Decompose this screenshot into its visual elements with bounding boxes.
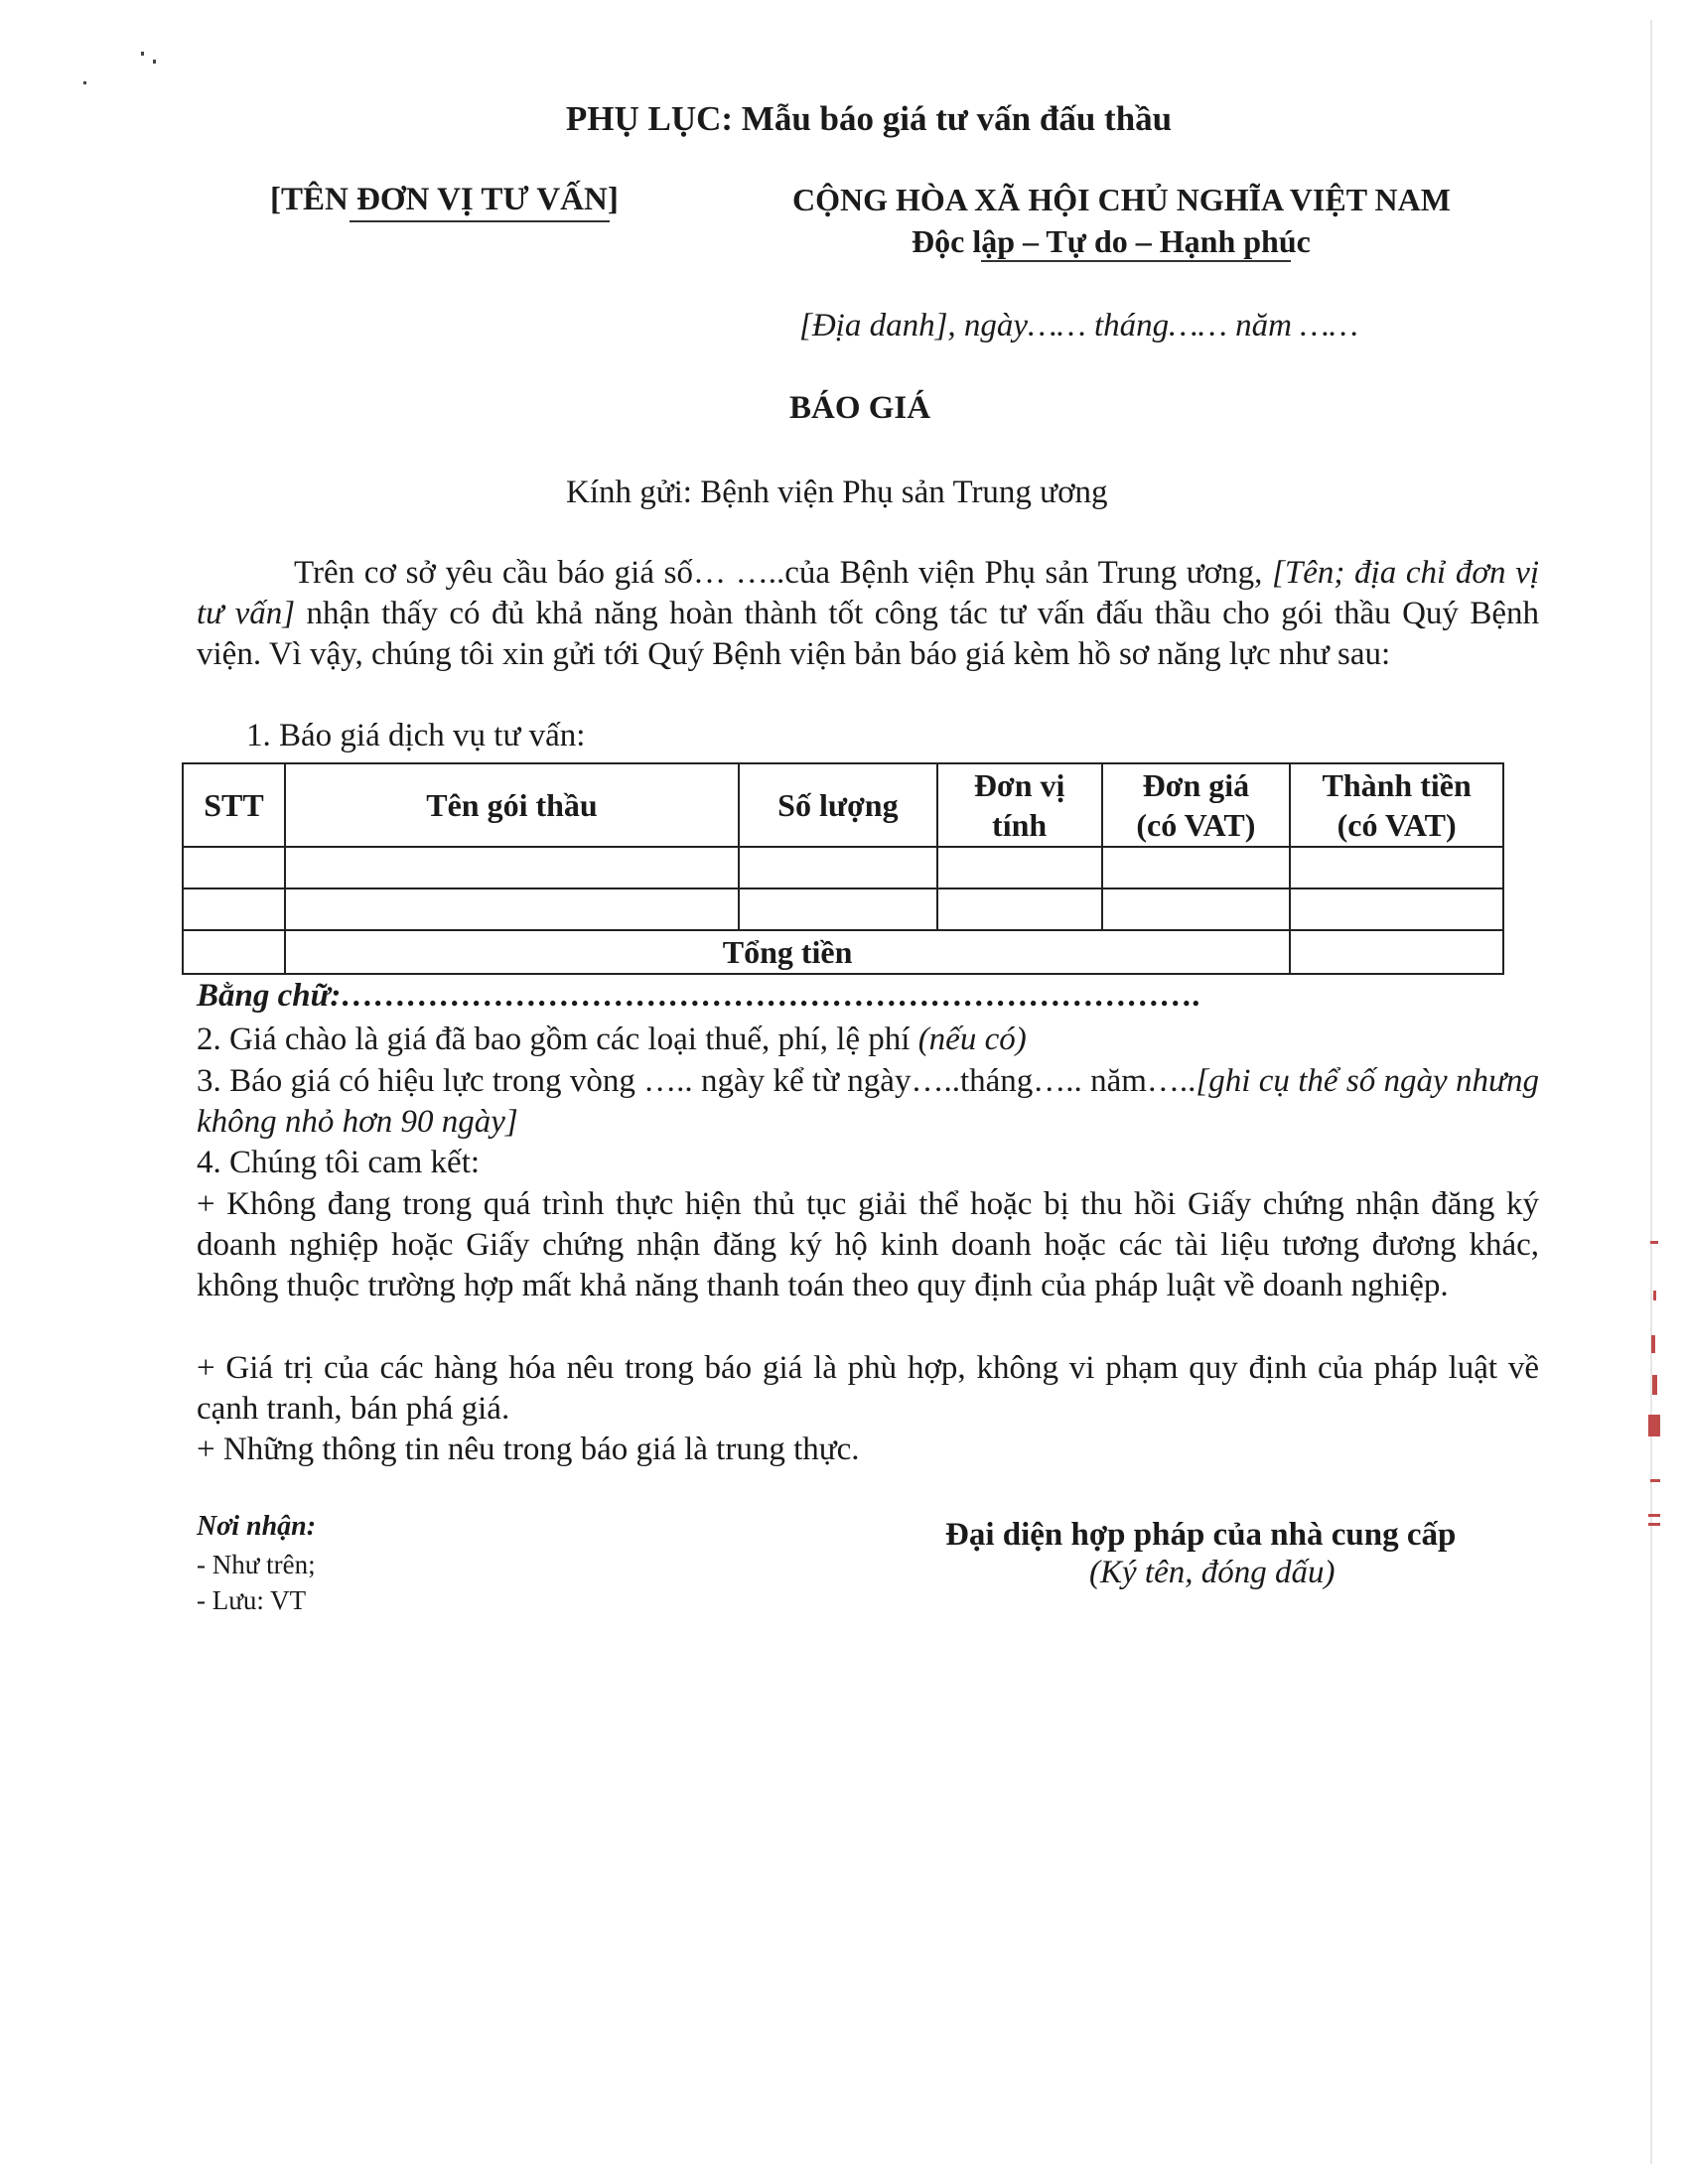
table-total-row: [183, 930, 1503, 974]
header-amount: [1290, 763, 1503, 847]
table-cell: [1290, 847, 1503, 888]
header-amount-line1: Thành tiền: [1322, 767, 1472, 803]
total-amount-cell: [1290, 930, 1503, 974]
recipient-line: Kính gửi: Bệnh viện Phụ sản Trung ương: [566, 475, 1108, 510]
recipients-item: - Lưu: VT: [197, 1585, 307, 1615]
commitment-2: + Giá trị của các hàng hóa nêu trong báo giá là phù hợp, không vi phạm quy định của pháp luật về cạnh tranh, bán phá giá.: [197, 1350, 1539, 1427]
total-label: Tổng tiền: [285, 930, 1290, 974]
table-cell: [739, 847, 937, 888]
document-title: BÁO GIÁ: [789, 390, 931, 426]
intro-text-1: Trên cơ sở yêu cầu báo giá số… …..của Bệnh viện Phụ sản Trung ương,: [294, 555, 1273, 591]
table-row: [183, 888, 1503, 930]
appendix-title: PHỤ LỤC: Mẫu báo giá tư vấn đấu thầu: [565, 99, 1173, 138]
table-cell: [285, 888, 739, 930]
quote-table: [182, 762, 1504, 975]
stamp-bleed-mark: [1648, 1514, 1660, 1517]
signature-title: Đại diện hợp pháp của nhà cung cấp: [945, 1517, 1457, 1553]
stamp-bleed-mark: [1653, 1291, 1656, 1300]
table-cell: [937, 847, 1102, 888]
amount-in-words: Bằng chữ:…………………………………………………………………….: [197, 978, 1201, 1014]
table-cell: [1102, 888, 1291, 930]
header-unit-line2: tính: [992, 807, 1048, 843]
stamp-bleed-mark: [1650, 1241, 1658, 1244]
header-unit-price: [1102, 763, 1291, 847]
table-cell: [739, 888, 937, 930]
table-cell: [183, 847, 285, 888]
table-cell: [1290, 888, 1503, 930]
scan-speck: [153, 60, 156, 64]
table-row: [183, 847, 1503, 888]
intro-text-2: nhận thấy có đủ khả năng hoàn thành tốt công tác tư vấn đấu thầu cho gói thầu Quý Bệnh viện. Vì vậy, chúng tôi xin gửi tới Quý Bệnh viện bản báo giá kèm hồ sơ năng lực như sau:: [197, 596, 1539, 672]
org-name-underline: [350, 220, 610, 222]
stamp-bleed-mark: [1652, 1375, 1657, 1395]
header-unit: [937, 763, 1102, 847]
stamp-bleed-mark: [1650, 1479, 1660, 1482]
scan-edge-line: [1650, 20, 1652, 2164]
scan-speck: [83, 81, 86, 84]
recipients-item: - Như trên;: [197, 1550, 316, 1579]
item-2-italic: (nếu có): [917, 1022, 1027, 1057]
section-1-heading: 1. Báo giá dịch vụ tư vấn:: [246, 718, 586, 753]
table-header-row: [183, 763, 1503, 847]
national-title: CỘNG HÒA XÃ HỘI CHỦ NGHĨA VIỆT NAM: [792, 182, 1451, 217]
header-amount-line2: (có VAT): [1336, 807, 1457, 843]
place-date-line: [Địa danh], ngày…… tháng…… năm ……: [799, 308, 1358, 343]
stamp-bleed-mark: [1648, 1415, 1660, 1436]
item-3-italic: [ghi cụ thể số ngày nhưng không nhỏ hơn 90 ngày]: [197, 1063, 1539, 1140]
item-4: 4. Chúng tôi cam kết:: [197, 1145, 481, 1180]
motto-underline: [981, 260, 1291, 262]
table-cell: [183, 888, 285, 930]
header-quantity: Số lượng: [739, 763, 937, 847]
item-2-text: 2. Giá chào là giá đã bao gồm các loại thuế, phí, lệ phí: [197, 1022, 918, 1057]
consultant-org-name: [TÊN ĐƠN VỊ TƯ VẤN]: [270, 182, 619, 217]
header-unit-price-line1: Đơn giá: [1142, 767, 1250, 803]
intro-paragraph: [197, 553, 1539, 675]
signature-note: (Ký tên, đóng dấu): [1089, 1555, 1336, 1590]
item-3: [197, 1061, 1539, 1143]
recipients-label: Nơi nhận:: [197, 1511, 317, 1542]
table-cell: [937, 888, 1102, 930]
national-motto: Độc lập – Tự do – Hạnh phúc: [912, 223, 1311, 259]
table-cell: [183, 930, 285, 974]
item-2: [197, 1020, 1539, 1060]
item-3-text: 3. Báo giá có hiệu lực trong vòng ….. ngày kể từ ngày…..tháng….. năm…..: [197, 1063, 1196, 1099]
commitment-1: + Không đang trong quá trình thực hiện thủ tục giải thể hoặc bị thu hồi Giấy chứng nhận đăng ký doanh nghiệp hoặc Giấy chứng nhận đăng ký hộ kinh doanh hoặc các tài liệu tương đương khác, không thuộc trường hợp mất khả năng thanh toán theo quy định của pháp luật về doanh nghiệp.: [197, 1186, 1539, 1303]
table-cell: [285, 847, 739, 888]
stamp-bleed-mark: [1648, 1523, 1660, 1526]
scan-speck: [141, 52, 144, 56]
header-stt: STT: [183, 763, 285, 847]
header-unit-price-line2: (có VAT): [1136, 807, 1256, 843]
header-package-name: Tên gói thầu: [285, 763, 739, 847]
intro-italic-placeholder: [Tên; địa chỉ đơn vị tư vấn]: [197, 555, 1540, 631]
table-cell: [1102, 847, 1291, 888]
header-unit-line1: Đơn vị: [973, 767, 1065, 803]
commitment-3: + Những thông tin nêu trong báo giá là trung thực.: [197, 1432, 860, 1467]
stamp-bleed-mark: [1651, 1335, 1655, 1353]
